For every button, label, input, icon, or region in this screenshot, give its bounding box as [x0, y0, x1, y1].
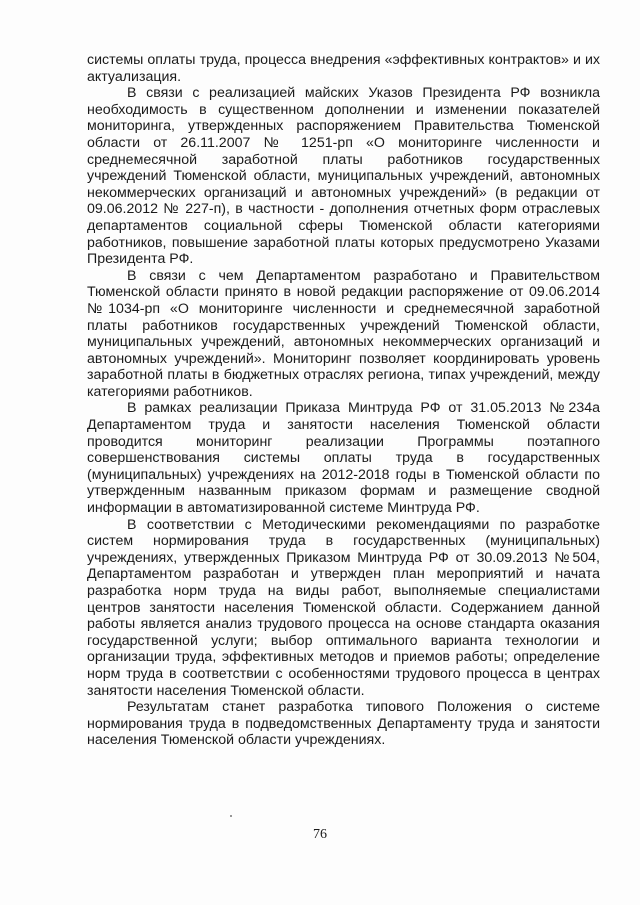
paragraph-may-decrees: В связи с реализацией майских Указов Президента РФ возникла необходимость в существенном дополнении и изменении показателей мониторинга, утвержденных распоряжением Правительства Тюменской области от 26.11.2007 № 1251-рп «О мониторинге численности и среднемесячной заработной платы работников государственных учреждений Тюменской области, муниципальных учреждений, автономных некоммерческих организаций и автономных учреждений» (в редакции от 09.06.2012 № 227-п), в частности - дополнения отчетных форм отраслевых департаментов социальной сферы Тюменской области категориями работников, повышение заработной платы которых предусмотрено Указами Президента РФ. [87, 85, 600, 268]
paragraph-continuation: системы оплаты труда, процесса внедрения «эффективных контрактов» и их актуализация. [87, 52, 600, 85]
paragraph-result: Результатам станет разработка типового Положения о системе нормирования труда в подведомственных Департаменту труда и занятости населения Тюменской области учреждениях. [87, 699, 600, 749]
paragraph-labor-norms: В соответствии с Методическими рекомендациями по разработке систем нормирования труда в государственных (муниципальных) учреждениях, утвержденных Приказом Минтруда РФ от 30.09.2013 №504, Департаментом разработан и утвержден план мероприятий и начата разработка норм труда на виды работ, выполняемые специалистами центров занятости населения Тюменской области. Содержанием данной работы является анализ трудового процесса на основе стандарта оказания государственной услуги; выбор оптимального варианта технологии и организации труда, эффективных методов и приемов работы; определение норм труда в соответствии с особенностями трудового процесса в центрах занятости населения Тюменской области. [87, 516, 600, 699]
body-text [87, 52, 600, 749]
scan-speck [230, 815, 232, 817]
page-number: 76 [313, 827, 327, 842]
paragraph-monitoring-order: В связи с чем Департаментом разработано и Правительством Тюменской области принято в новой редакции распоряжение от 09.06.2014 №1034-рп «О мониторинге численности и среднемесячной заработной платы работников государственных учреждений Тюменской области, муниципальных учреждений, автономных некоммерческих организаций и автономных учреждений». Мониторинг позволяет координировать уровень заработной платы в бюджетных отраслях региона, типах учреждений, между категориями работников. [87, 267, 600, 400]
paragraph-mintrud-order-234a: В рамках реализации Приказа Минтруда РФ от 31.05.2013 №234а Департаментом труда и занятости населения Тюменской области проводится мониторинг реализации Программы поэтапного совершенствования системы оплаты труда в государственных (муниципальных) учреждениях на 2012-2018 годы в Тюменской области по утвержденным названным приказом формам и размещение сводной информации в автоматизированной системе Минтруда РФ. [87, 400, 600, 517]
